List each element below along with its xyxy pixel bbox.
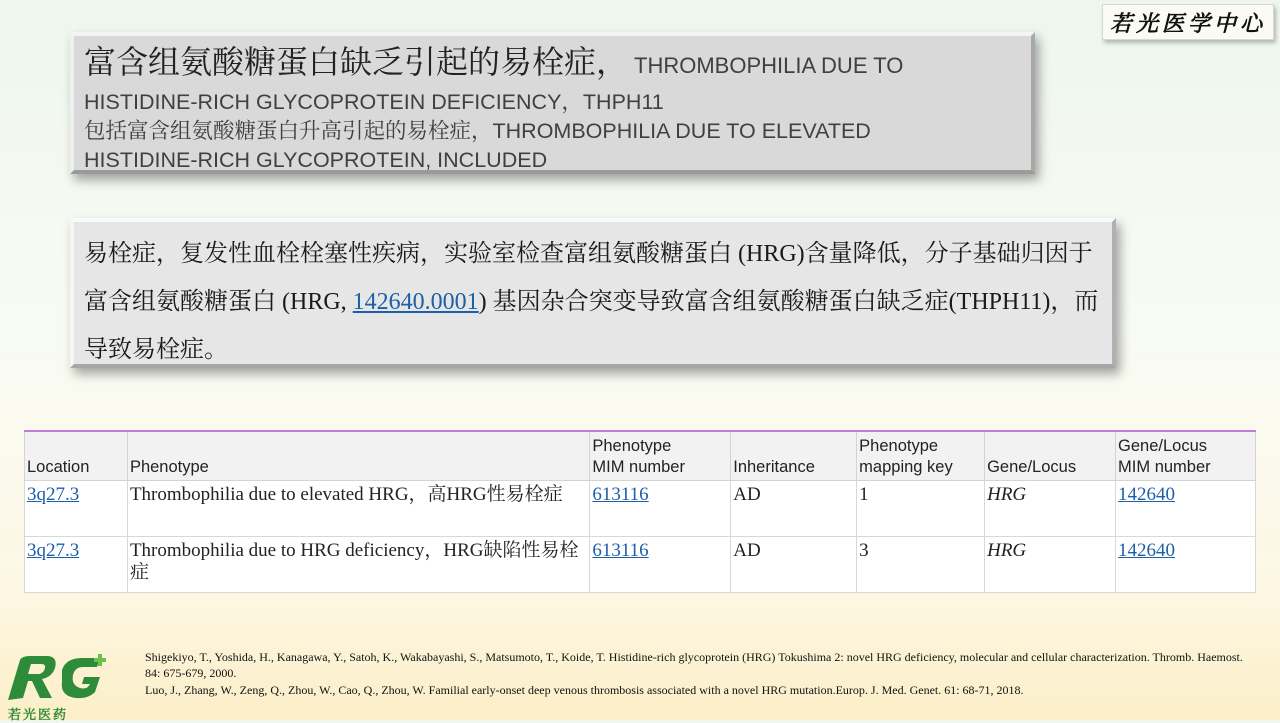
header-phenotype: Phenotype — [127, 431, 589, 481]
gene-cell: HRG — [985, 537, 1116, 593]
phenotype-cell: Thrombophilia due to elevated HRG，高HRG性易栓症 — [127, 481, 589, 537]
phenotype-mim-link[interactable]: 613116 — [592, 484, 649, 505]
inheritance-cell: AD — [731, 537, 857, 593]
title-box — [70, 32, 1035, 174]
title-english: THROMBOPHILIA DUE TO — [634, 53, 904, 78]
location-link[interactable]: 3q27.3 — [27, 484, 80, 505]
gene-mim-link[interactable]: 142640 — [1118, 540, 1176, 561]
header-gene-locus: Gene/Locus — [985, 431, 1116, 481]
header-gene-mim: Gene/Locus MIM number — [1116, 431, 1256, 481]
title-line-1 — [84, 43, 1021, 88]
logo-name: 若光医药 — [8, 707, 69, 722]
phenotype-mim-link[interactable]: 613116 — [592, 540, 649, 561]
mapping-key-cell: 1 — [857, 481, 985, 537]
company-logo — [4, 652, 108, 722]
phenotype-gene-table — [24, 430, 1256, 593]
header-inheritance: Inheritance — [731, 431, 857, 481]
description-text-1: 易栓症，复发性血栓栓塞性疾病，实验室检查富组氨酸糖蛋白 (HRG)含量降低，分子基础归因于富含组氨酸糖蛋白 (HRG, — [84, 241, 1093, 315]
header-phenotype-mim: Phenotype MIM number — [590, 431, 731, 481]
references — [145, 650, 1255, 701]
location-link[interactable]: 3q27.3 — [27, 540, 80, 561]
description-box — [70, 218, 1116, 368]
phenotype-cell: Thrombophilia due to HRG deficiency，HRG缺陷性易栓症 — [127, 537, 589, 593]
gene-mim-link[interactable]: 142640 — [1118, 484, 1176, 505]
allelic-variant-link[interactable]: 142640.0001 — [352, 289, 479, 315]
title-line-2: HISTIDINE-RICH GLYCOPROTEIN DEFICIENCY，THPH11 — [84, 90, 664, 114]
description-text-2: ) 基因杂合突变导致富含组氨酸糖蛋白缺乏症(THPH11)，而导致易栓症。 — [84, 289, 1099, 363]
gene-cell: HRG — [985, 481, 1116, 537]
reference-item: Luo, J., Zhang, W., Zeng, Q., Zhou, W., Cao, Q., Zhou, W. Familial early-onset deep venous thrombosis associated with a novel HRG mutation.Europ. J. Med. Genet. 61: 68-71, 2018. — [145, 683, 1024, 697]
table-row — [25, 481, 1256, 537]
reference-item: Shigekiyo, T., Yoshida, H., Kanagawa, Y., Satoh, K., Wakabayashi, S., Matsumoto, T., Koide, T. Histidine-rich glycoprotein (HRG) Tokushima 2: novel HRG deficiency, molecular and cellular characterization. Thromb. Haemost. 84: 675-679, 2000. — [145, 650, 1243, 680]
title-chinese: 富含组氨酸糖蛋白缺乏引起的易栓症， — [84, 44, 629, 80]
mapping-key-cell: 3 — [857, 537, 985, 593]
corner-brand-title: 若光医学中心 — [1102, 4, 1274, 40]
title-line-4: HISTIDINE-RICH GLYCOPROTEIN, INCLUDED — [84, 148, 548, 172]
table-header-row — [25, 431, 1256, 481]
title-line-3: 包括富含组氨酸糖蛋白升高引起的易栓症，THROMBOPHILIA DUE TO ELEVATED — [84, 119, 871, 143]
header-mapping-key: Phenotype mapping key — [857, 431, 985, 481]
header-location: Location — [25, 431, 128, 481]
rg-logo-icon — [4, 652, 108, 706]
table-row — [25, 537, 1256, 593]
inheritance-cell: AD — [731, 481, 857, 537]
